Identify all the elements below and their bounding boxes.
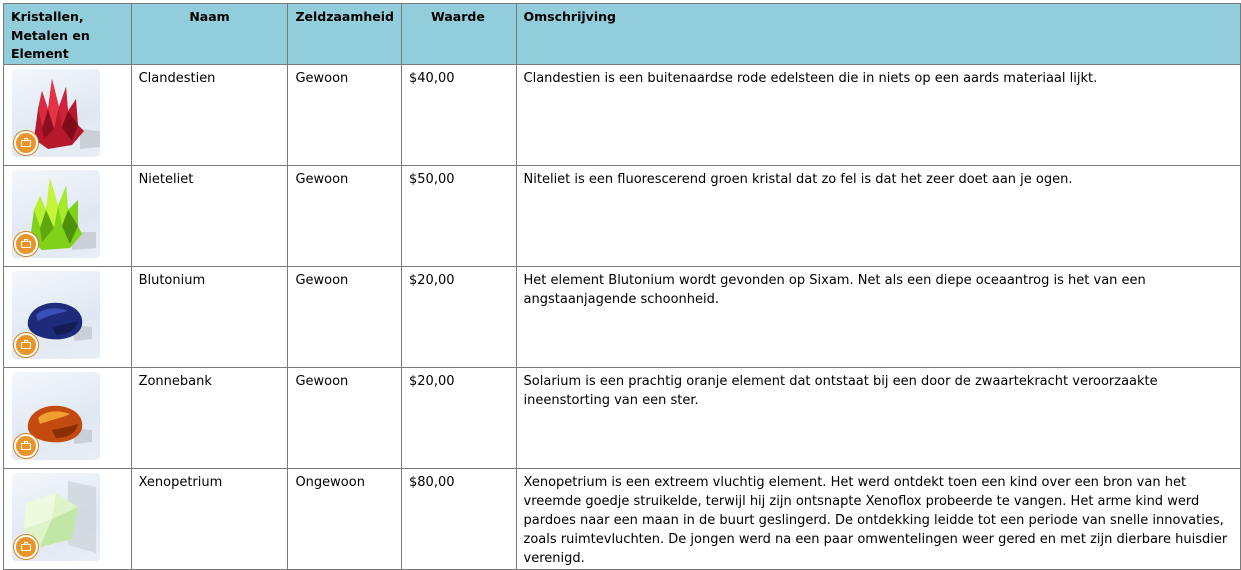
- red-crystal-icon: [12, 69, 100, 157]
- inventory-badge-icon: [14, 434, 38, 458]
- header-value-column: Waarde: [402, 4, 517, 65]
- value-cell: $40,00: [402, 64, 517, 165]
- description-cell: Solarium is een prachtig oranje element dat ontstaat bij een door de zwaartekracht veroorzaakte ineenstorting van een ster.: [516, 367, 1240, 468]
- rarity-cell: Gewoon: [288, 266, 402, 367]
- blue-rock-icon: [12, 271, 100, 359]
- table-row: [4, 165, 1241, 266]
- green-crystal-icon: [12, 170, 100, 258]
- inventory-badge-icon: [14, 333, 38, 357]
- table-row: [4, 266, 1241, 367]
- name-cell: Zonnebank: [131, 367, 288, 468]
- name-cell: Xenopetrium: [131, 468, 288, 569]
- table-row: [4, 64, 1241, 165]
- rarity-cell: Gewoon: [288, 367, 402, 468]
- rarity-cell: Gewoon: [288, 165, 402, 266]
- image-cell: [4, 64, 132, 165]
- value-cell: $20,00: [402, 266, 517, 367]
- value-cell: $80,00: [402, 468, 517, 569]
- header-image-column: Kristallen, Metalen en Element: [4, 4, 132, 65]
- table-row: [4, 468, 1241, 569]
- description-cell: Xenopetrium is een extreem vluchtig element. Het werd ontdekt toen een kind over een bron van het vreemde goedje struikelde, terwijl hij zijn ontsnapte Xenoflox probeerde te vangen. Het arme kind werd pardoes naar een maan in de buurt geslingerd. De ontdekking leidde tot een periode van snelle innovaties, zoals ruimtevluchten. De jongen werd na een paar omwentelingen weer gered en met zijn dierbare huisdier verenigd.: [516, 468, 1240, 569]
- inventory-badge-icon: [14, 535, 38, 559]
- header-name-column: Naam: [131, 4, 288, 65]
- name-cell: Nieteliet: [131, 165, 288, 266]
- header-rarity-column: Zeldzaamheid: [288, 4, 402, 65]
- image-cell: [4, 266, 132, 367]
- rarity-cell: Ongewoon: [288, 468, 402, 569]
- description-cell: Het element Blutonium wordt gevonden op Sixam. Net als een diepe oceaantrog is het van een angstaanjagende schoonheid.: [516, 266, 1240, 367]
- image-cell: [4, 367, 132, 468]
- value-cell: $20,00: [402, 367, 517, 468]
- pale-green-crystal-icon: [12, 473, 100, 561]
- image-cell: [4, 165, 132, 266]
- description-cell: Niteliet is een fluorescerend groen kristal dat zo fel is dat het zeer doet aan je ogen.: [516, 165, 1240, 266]
- orange-rock-icon: [12, 372, 100, 460]
- header-row: [4, 4, 1241, 65]
- description-cell: Clandestien is een buitenaardse rode edelsteen die in niets op een aards materiaal lijkt.: [516, 64, 1240, 165]
- inventory-badge-icon: [14, 131, 38, 155]
- name-cell: Blutonium: [131, 266, 288, 367]
- header-description-column: Omschrijving: [516, 4, 1240, 65]
- rarity-cell: Gewoon: [288, 64, 402, 165]
- value-cell: $50,00: [402, 165, 517, 266]
- table-row: [4, 367, 1241, 468]
- inventory-badge-icon: [14, 232, 38, 256]
- image-cell: [4, 468, 132, 569]
- name-cell: Clandestien: [131, 64, 288, 165]
- collectibles-table: [3, 3, 1241, 570]
